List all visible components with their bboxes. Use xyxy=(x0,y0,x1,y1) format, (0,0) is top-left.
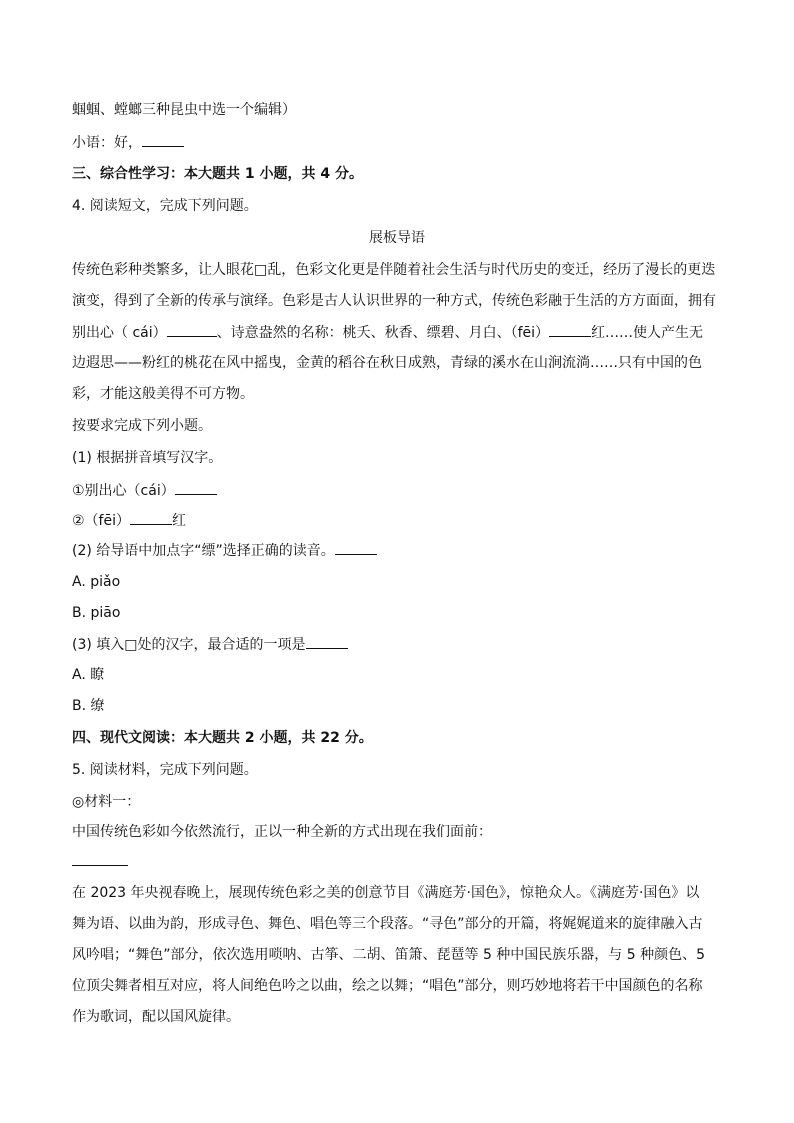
text: (3) 填入□处的汉字，最合适的一项是 xyxy=(72,637,306,653)
section-heading: 四、现代文阅读：本大题共 2 小题，共 22 分。 xyxy=(72,730,373,746)
text: 红 xyxy=(171,513,186,529)
answer-blank[interactable] xyxy=(549,322,591,337)
answer-blank[interactable] xyxy=(167,322,217,337)
material-label: ◎材料一： xyxy=(72,794,141,810)
option-a[interactable]: A. 瞭 xyxy=(72,667,105,683)
option-b[interactable]: B. piāo xyxy=(72,605,121,621)
question-intro: 4. 阅读短文，完成下列问题。 xyxy=(72,198,258,214)
text: ①别出心（cái） xyxy=(72,483,175,499)
sub-item xyxy=(72,510,722,530)
paragraph-line: 演变，得到了全新的传承与演绎。色彩是古人认识世界的一种方式，传统色彩融于生活的方方面面，拥有 xyxy=(72,293,716,309)
text-line: 蝈蝈、螳螂三种昆虫中选一个编辑） xyxy=(72,102,296,118)
paragraph-line: 边遐思——粉红的桃花在风中摇曳，金黄的稻谷在秋日成熟，青绿的溪水在山涧流淌……只有中国的色 xyxy=(72,355,702,371)
text: (2) 给导语中加点字“缥”选择正确的读音。 xyxy=(72,543,335,559)
paragraph-line: 传统色彩种类繁多，让人眼花□乱，色彩文化更是伴随着社会生活与时代历史的变迁，经历了漫长的更迭 xyxy=(72,262,716,278)
text: 别出心（ cái） xyxy=(72,325,167,341)
sub-question xyxy=(72,634,722,654)
sub-question xyxy=(72,540,722,560)
text: 小语：好， xyxy=(72,135,142,151)
paragraph-line: 风吟唱；“舞色”部分，依次选用唢呐、古筝、二胡、笛箫、琵琶等 5 种中国民族乐器，与 5 种颜色、5 xyxy=(72,947,706,963)
option-a[interactable]: A. piǎo xyxy=(72,574,121,590)
paragraph-line: 作为歌词，配以国风旋律。 xyxy=(72,1009,240,1025)
answer-line xyxy=(72,132,722,152)
paragraph-line: 中国传统色彩如今依然流行，正以一种全新的方式出现在我们面前： xyxy=(72,824,492,840)
text: 红……使人产生无 xyxy=(591,325,704,341)
paragraph-line: 舞为语、以曲为韵，形成寻色、舞色、唱色等三个段落。“寻色”部分的开篇，将娓娓道来的旋律融入古 xyxy=(72,916,703,932)
paragraph-line: 位顶尖舞者相互对应，将人间绝色吟之以曲，绘之以舞；“唱色”部分，则巧妙地将若干中国颜色的名称 xyxy=(72,978,703,994)
paragraph-line xyxy=(72,322,722,342)
answer-blank[interactable] xyxy=(335,540,377,555)
text: 、诗意盎然的名称：桃夭、秋香、缥碧、月白、（fēi） xyxy=(216,325,550,341)
question-intro: 5. 阅读材料，完成下列问题。 xyxy=(72,762,258,778)
answer-blank[interactable] xyxy=(306,634,348,649)
divider xyxy=(72,865,128,866)
answer-blank[interactable] xyxy=(142,132,184,147)
panel-title: 展板导语 xyxy=(369,230,425,246)
instruction: 按要求完成下列小题。 xyxy=(72,418,212,434)
answer-blank[interactable] xyxy=(130,510,172,525)
section-heading: 三、综合性学习：本大题共 1 小题，共 4 分。 xyxy=(72,166,363,182)
sub-question: (1) 根据拼音填写汉字。 xyxy=(72,450,223,466)
text: ②（fēi） xyxy=(72,513,130,529)
paragraph-line: 在 2023 年央视春晚上，展现传统色彩之美的创意节目《满庭芳·国色》，惊艳众人。《满庭芳·国色》以 xyxy=(72,885,700,901)
option-b[interactable]: B. 缭 xyxy=(72,698,105,714)
sub-item xyxy=(72,480,722,500)
paragraph-line: 彩，才能这般美得不可方物。 xyxy=(72,386,254,402)
answer-blank[interactable] xyxy=(175,480,217,495)
